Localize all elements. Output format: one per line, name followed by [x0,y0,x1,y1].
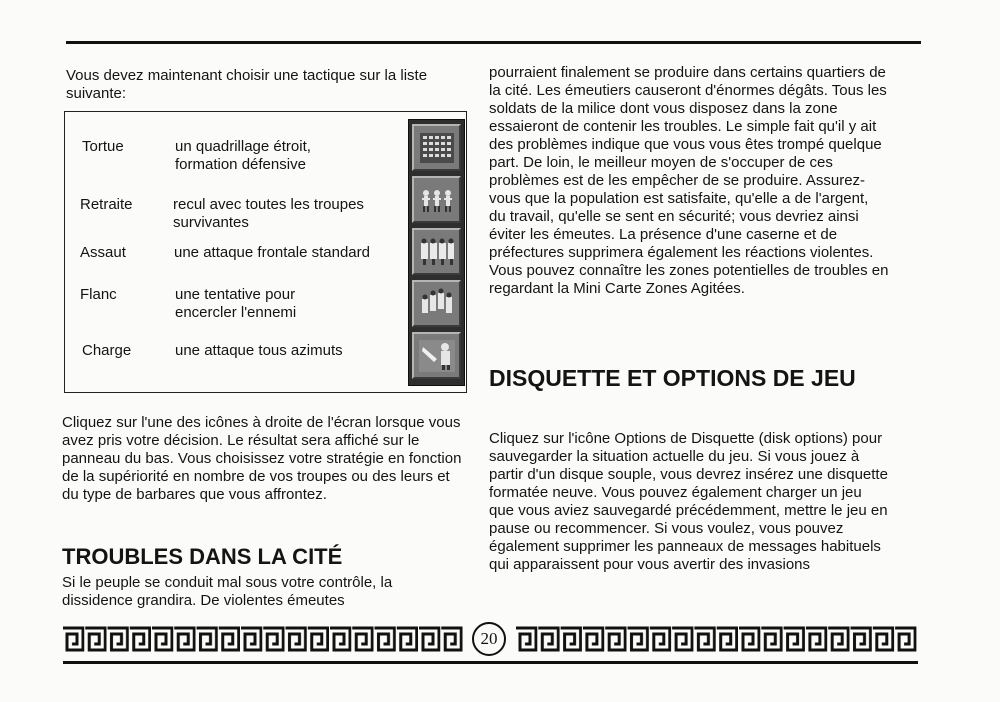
top-rule [66,41,921,44]
tactic-description: recul avec toutes les troupes survivantes [173,196,364,231]
tactic-description: une attaque tous azimuts [175,342,343,359]
tactic-name: Charge [82,342,132,359]
intro-paragraph: Vous devez maintenant choisir une tactique sur la liste suivante: [66,67,428,102]
tactic-icon-strip [408,119,465,386]
riots-paragraph: pourraient finalement se produire dans certains quartiers de la cité. Les émeutiers causeront d'énormes dégâts. Tous les soldats de la milice dont vous disposez dans la zone essaieront de contenir les troubles. Le simple fait qu'il y ait des problèmes indique que vous vous êtes trompé quelque part. De loin, le meilleur moyen de s'occuper de ces problèmes est de les empêcher de se produire. Assurez-vous que la population est satisfaite, qu'elle a de l'argent, du travail, qu'elle se sent en sécurité; vous devriez ainsi éviter les émeutes. La présence d'une caserne et de préfectures supprimera également les réactions violentes. Vous pouvez connaître les zones potentielles de troubles en regardant la Mini Carte Zones Agitées. [489,64,889,297]
tactic-name: Retraite [80,196,133,213]
tactic-name: Tortue [82,138,124,155]
tactics-box [64,111,467,393]
tactic-name: Assaut [80,244,126,261]
greek-key-border-left [62,626,463,652]
page-number: 20 [472,622,506,656]
section-heading-troubles: TROUBLES DANS LA CITÉ [62,544,343,569]
tactic-description: une attaque frontale standard [174,244,370,261]
tactic-description: un quadrillage étroit, formation défensive [175,138,311,173]
tortoise-formation-icon[interactable] [412,124,461,171]
bottom-rule [63,661,918,664]
tactic-description: une tentative pour encercler l'ennemi [175,286,297,321]
greek-key-border-right [515,626,917,652]
frontal-assault-icon[interactable] [412,228,461,275]
instructions-paragraph: Cliquez sur l'une des icônes à droite de l'écran lorsque vous avez pris votre décision. Le résultat sera affiché sur le panneau du bas. Vous choisissez votre stratégie en fonction de la supériorité en nombre de vos troupes ou des leurs et du type de barbares que vous affrontez. [62,414,462,503]
flank-attack-icon[interactable] [412,280,461,327]
retreat-soldiers-icon[interactable] [412,176,461,223]
tactic-name: Flanc [80,286,117,303]
section-heading-disk-options: DISQUETTE ET OPTIONS DE JEU [489,365,856,391]
charge-icon[interactable] [412,332,461,379]
troubles-paragraph: Si le peuple se conduit mal sous votre contrôle, la dissidence grandira. De violentes émeutes [62,574,393,609]
disk-options-paragraph: Cliquez sur l'icône Options de Disquette (disk options) pour sauvegarder la situation actuelle du jeu. Si vous jouez à partir d'un disque souple, vous devrez insérez une disquette formatée neuve. Vous pouvez également charger un jeu que vous aviez sauvegardé précédemment, mettre le jeu en pause ou recommencer. Si vous voulez, vous pouvez également supprimer les panneaux de messages habituels qui apparaissent pour vous avertir des invasions [489,430,888,573]
